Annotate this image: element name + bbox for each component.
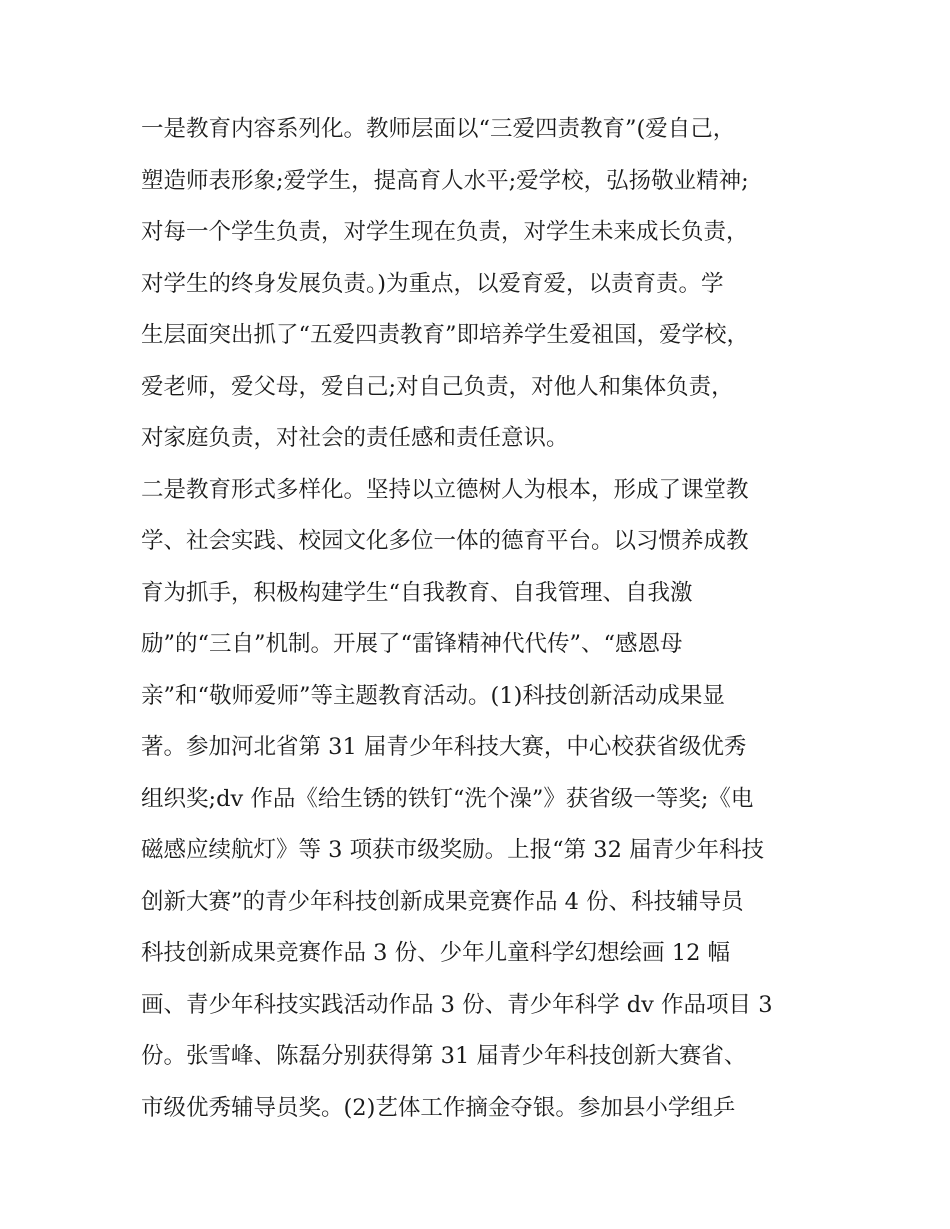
text-line: 生层面突出抓了“五爱四责教育”即培养学生爱祖国，爱学校， <box>141 322 750 348</box>
text-line: 对家庭负责，对社会的责任感和责任意识。 <box>141 425 569 451</box>
text-line: 著。参加河北省第 31 届青少年科技大赛，中心校获省级优秀 <box>141 734 747 760</box>
text-line: 励”的“三自”机制。开展了“雷锋精神代代传”、“感恩母 <box>141 631 683 657</box>
text-line: 组织奖;dv 作品《给生锈的铁钉“洗个澡”》获省级一等奖;《电 <box>141 785 754 812</box>
text-line: 对学生的终身发展负责。)为重点，以爱育爱，以责育责。学 <box>141 270 724 297</box>
text-line: 爱老师，爱父母，爱自己;对自己负责，对他人和集体负责， <box>141 373 734 400</box>
text-line: 画、青少年科技实践活动作品 3 份、青少年科学 dv 作品项目 3 <box>141 991 773 1018</box>
text-line: 对每一个学生负责，对学生现在负责，对学生未来成长负责， <box>141 219 749 245</box>
text-line: 亲”和“敬师爱师”等主题教育活动。(1)科技创新活动成果显 <box>141 682 725 709</box>
text-line: 塑造师表形象;爱学生，提高育人水平;爱学校，弘扬敬业精神; <box>141 167 749 194</box>
text-line: 学、社会实践、校园文化多位一体的德育平台。以习惯养成教 <box>141 528 749 554</box>
text-line: 份。张雪峰、陈磊分别获得第 31 届青少年科技创新大赛省、 <box>141 1043 747 1069</box>
text-line: 创新大赛”的青少年科技创新成果竞赛作品 4 份、科技辅导员 <box>141 888 744 915</box>
text-line: 磁感应续航灯》等 3 项获市级奖励。上报“第 32 届青少年科技 <box>141 837 765 863</box>
text-line: 科技创新成果竞赛作品 3 份、少年儿童科学幻想绘画 12 幅 <box>141 940 731 966</box>
text-line: 二是教育形式多样化。坚持以立德树人为根本，形成了课堂教 <box>141 476 749 503</box>
body-text <box>141 104 821 1134</box>
text-line: 市级优秀辅导员奖。(2)艺体工作摘金夺银。参加县小学组乒 <box>141 1094 736 1121</box>
text-line: 育为抓手，积极构建学生“自我教育、自我管理、自我激 <box>141 579 693 606</box>
text-line: 一是教育内容系列化。教师层面以“三爱四责教育”(爱自己， <box>141 116 736 142</box>
